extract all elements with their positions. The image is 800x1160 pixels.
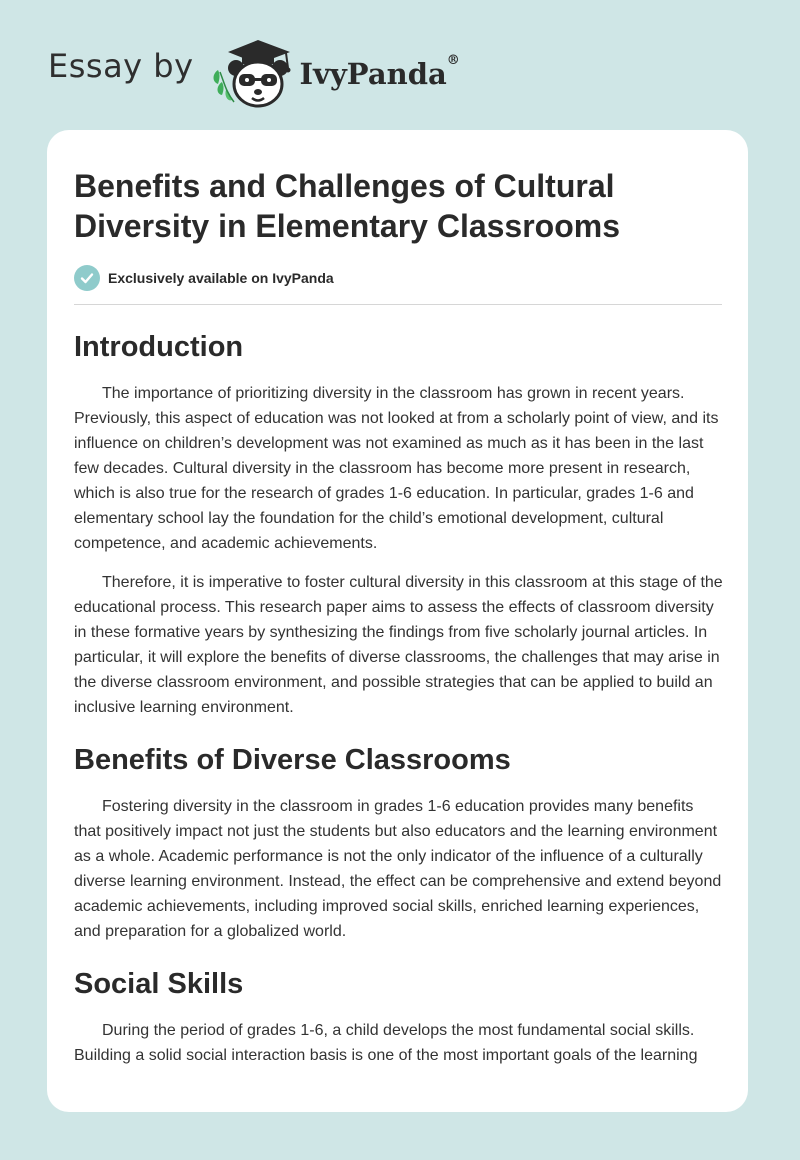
essay-content: [47, 130, 748, 1068]
checkmark-icon: [74, 265, 100, 291]
section-heading: Social Skills: [74, 968, 244, 1000]
paragraph: Therefore, it is imperative to foster cultural diversity in this classroom at this stage of the educational process. This research paper aims to assess the effects of classroom diversity in these formative years by synthesizing the findings from five scholarly journal articles. In particular, it will explore the benefits of diverse classrooms, the challenges that may arise in the diverse classroom environment, and possible strategies that can be applied to build an inclusive learning environment.: [74, 574, 723, 716]
brand-name[interactable]: [299, 53, 460, 91]
section-benefits: [74, 742, 722, 944]
paragraph: The importance of prioritizing diversity in the classroom has grown in recent years. Previously, this aspect of education was not looked at from a scholarly point of view, and its influence on children’s development was not examined as much as it has been in the last few decades. Cultural diversity in the classroom has become more present in research, which is also true for the research of grades 1-6 education. In particular, grades 1-6 and elementary school lay the foundation for the child’s emotional development, cultural competence, and academic achievements.: [74, 385, 719, 552]
section-heading: Introduction: [74, 331, 244, 363]
panda-mascot-icon: [208, 32, 298, 112]
ivypanda-logo[interactable]: [208, 32, 298, 112]
exclusive-badge: [74, 264, 722, 292]
site-header: [48, 32, 460, 112]
brand-prefix: Essay by: [48, 47, 194, 85]
essay-card: [47, 130, 748, 1112]
registered-mark: ®: [446, 53, 460, 68]
section-heading: Benefits of Diverse Classrooms: [74, 744, 511, 776]
essay-title: Benefits and Challenges of Cultural Diversity in Elementary Classrooms: [74, 168, 621, 244]
paragraph: Fostering diversity in the classroom in grades 1-6 education provides many benefits that positively impact not just the students but also educators and the learning environment as a whole. Academic performance is not the only indicator of the influence of a culturally diverse learning environment. Instead, the effect can be comprehensive and extend beyond academic achievements, including improved social skills, enriched learning experiences, and preparation for a globalized world.: [74, 798, 722, 940]
section-introduction: [74, 329, 722, 720]
exclusive-label: Exclusively available on IvyPanda: [108, 270, 334, 286]
title-divider: [74, 304, 722, 305]
paragraph: During the period of grades 1-6, a child develops the most fundamental social skills. Building a solid social interaction basis is one of the most important goals of the learning: [74, 1022, 698, 1064]
brand-name-text: IvyPanda: [299, 57, 447, 91]
section-social-skills: [74, 966, 722, 1068]
